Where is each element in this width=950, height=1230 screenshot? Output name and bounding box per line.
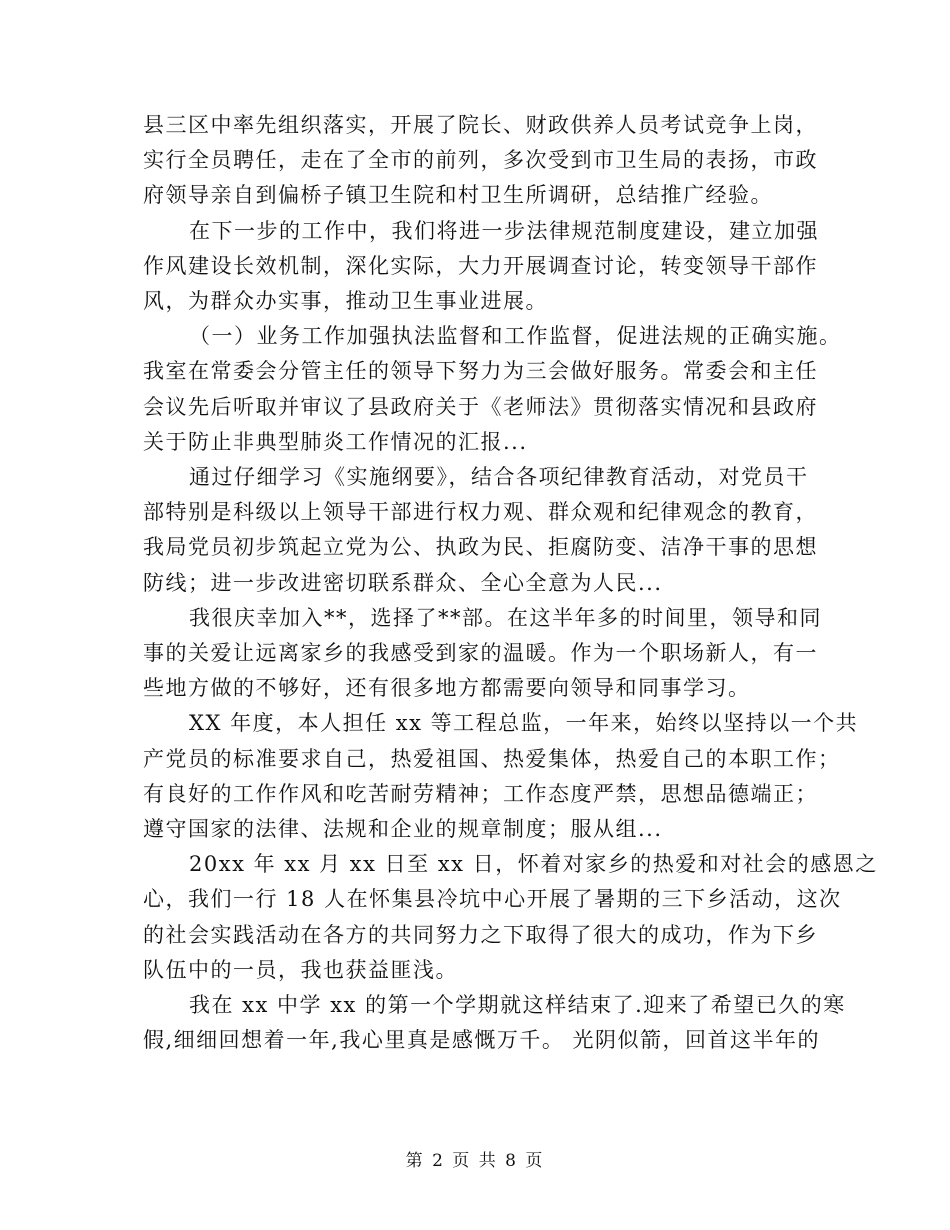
text-line: 作风建设长效机制，深化实际，大力开展调查讨论，转变领导干部作	[143, 253, 818, 278]
page-number-footer: 第 2 页 共 8 页	[405, 1151, 545, 1171]
text-line: 实行全员聘任，走在了全市的前列，多次受到市卫生局的表扬，市政	[143, 148, 818, 173]
text-line: 部特别是科级以上领导干部进行权力观、群众观和纪律观念的教育，	[143, 500, 818, 525]
text-line: （一）业务工作加强执法监督和工作监督，促进法规的正确实施。	[189, 324, 842, 349]
text-line: 在下一步的工作中，我们将进一步法律规范制度建设，建立加强	[189, 218, 819, 243]
text-line: 我局党员初步筑起立党为公、执政为民、拒腐防变、洁净干事的思想	[143, 535, 818, 560]
text-line: 风，为群众办实事，推动卫生事业进展。	[143, 289, 548, 314]
paragraph-1	[143, 108, 818, 214]
paragraph-5	[143, 601, 822, 707]
text-line: 府领导亲自到偏桥子镇卫生院和村卫生所调研，总结推广经验。	[143, 183, 773, 208]
text-line: 产党员的标准要求自己，热爱祖国、热爱集体，热爱自己的本职工作；	[143, 746, 841, 771]
text-line: 有良好的工作作风和吃苦耐劳精神；工作态度严禁，思想品德端正；	[143, 781, 818, 806]
paragraph-4	[143, 460, 818, 601]
text-line: 会议先后听取并审议了县政府关于《老师法》贯彻落实情况和县政府	[143, 394, 818, 419]
text-line: 假,细细回想着一年,我心里真是感慨万千。 光阴似箭，回首这半年的	[143, 1028, 821, 1053]
text-line: 事的关爱让远离家乡的我感受到家的温暖。作为一个职场新人，有一	[143, 641, 818, 666]
text-line: 我在 xx 中学 xx 的第一个学期就这样结束了.迎来了希望已久的寒	[189, 993, 846, 1018]
text-line: 心，我们一行 18 人在怀集县冷坑中心开展了暑期的三下乡活动，这次	[143, 887, 842, 912]
text-line: 遵守国家的法律、法规和企业的规章制度；服从组...	[143, 817, 663, 842]
text-line: 队伍中的一员，我也获益匪浅。	[143, 957, 458, 982]
text-line: 我很庆幸加入**，选择了**部。在这半年多的时间里，领导和同	[189, 605, 822, 630]
paragraph-6	[143, 706, 859, 847]
text-line: 我室在常委会分管主任的领导下努力为三会做好服务。常委会和主任	[143, 359, 818, 384]
paragraph-7	[143, 847, 878, 988]
body-text	[143, 108, 878, 1058]
text-line: 些地方做的不够好，还有很多地方都需要向领导和同事学习。	[143, 676, 751, 701]
text-line: 关于防止非典型肺炎工作情况的汇报...	[143, 429, 528, 454]
text-line: 县三区中率先组织落实，开展了院长、财政供养人员考试竞争上岗，	[143, 113, 818, 137]
text-line: 20xx 年 xx 月 xx 日至 xx 日，怀着对家乡的热爱和对社会的感恩之	[189, 852, 878, 877]
text-line: 的社会实践活动在各方的共同努力之下取得了很大的成功，作为下乡	[143, 922, 818, 947]
text-line: XX 年度，本人担任 xx 等工程总监，一年来，始终以坚持以一个共	[189, 711, 859, 736]
paragraph-8	[143, 988, 846, 1058]
text-line: 防线；进一步改进密切联系群众、全心全意为人民...	[143, 570, 663, 595]
paragraph-3	[143, 319, 842, 460]
paragraph-2	[143, 214, 818, 320]
text-line: 通过仔细学习《实施纲要》，结合各项纪律教育活动，对党员干	[189, 465, 809, 490]
